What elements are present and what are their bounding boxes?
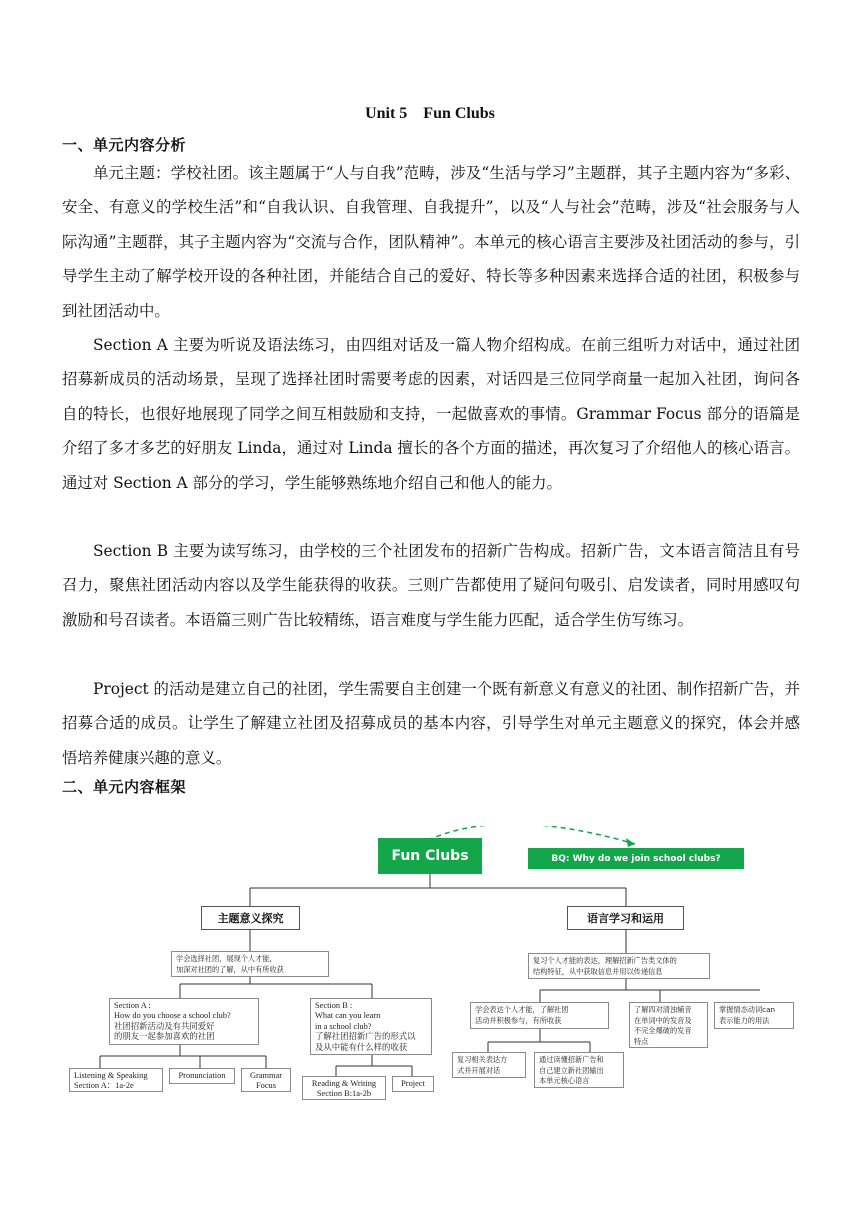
paragraph-section-b: Section B 主要为读写练习，由学校的三个社团发布的招新广告构成。招新广告，文本语言简洁且有号召力，聚焦社团活动内容以及学生能获得的收获。三则广告都使用了疑问句吸引、启发读者，同时用感叹句激励和号召读者。本语篇三则广告比较精练，语言难度与学生能力匹配，适合学生仿写练习。 [62, 542, 800, 629]
page-title: Unit 5 Fun Clubs [365, 105, 495, 122]
dialogue-review-box: 复习相关表达方 式并开展对话 [452, 1052, 526, 1078]
paragraph-section-a: Section A 主要为听说及语法练习，由四组对话及一篇人物介绍构成。在前三组听力对话中，通过社团招募新成员的活动场景，呈现了选择社团时需要考虑的因素，对话四是三位同学商量一起加入社团，询问各自的特长，也很好地展现了同学之间互相鼓励和支持，一起做喜欢的事情。Grammar Focus 部分的语篇是介绍了多才多艺的好朋友 Linda，通过对 Linda 擅长的各个方面的描述，再次复习了介绍他人的核心语言。通过对 Section A 部分的学习，学生能够熟练地介绍自己和他人的能力。 [62, 336, 800, 492]
can-usage-box: 掌握情态动词can 表示能力的用法 [714, 1002, 794, 1029]
reading-writing-box: Reading & Writing Section B:1a-2b [302, 1076, 386, 1100]
talent-expression-box: 学会表达个人才能，了解社团 活动并积极参与，有所收获 [470, 1002, 609, 1029]
grammar-focus-box: Grammar Focus [241, 1068, 291, 1092]
unit-framework-diagram [60, 826, 776, 1106]
core-language-output-box: 通过读懂招新广告和 自己建立新社团输出 本单元核心语言 [534, 1052, 624, 1088]
consonants-box: 了解四对清浊辅音 在单词中的发音及 不完全爆破的发音 特点 [629, 1002, 708, 1048]
paragraph-project: Project 的活动是建立自己的社团，学生需要自主创建一个既有新意义有意义的社团、制作招新广告，并招募合适的成员。让学生了解建立社团及招募成员的基本内容，引导学生对单元主题意义的探究，体会并感悟培养健康兴趣的意义。 [62, 680, 800, 767]
main-topic-box: Fun Clubs [378, 838, 482, 874]
project-box: Project [392, 1076, 434, 1092]
section-b-box: Section B : What can you learn in a school club? 了解社团招新广告的形式以 及从中能有什么样的收获 [310, 998, 432, 1055]
big-question-box: BQ: Why do we join school clubs? [528, 848, 744, 869]
section-heading-framework: 二、单元内容框架 [62, 778, 187, 796]
theme-language-box: 语言学习和运用 [567, 906, 684, 930]
left-goal-box: 学会选择社团，展现个人才能， 加深对社团的了解，从中有所收获 [171, 951, 329, 977]
theme-meaning-box: 主题意义探究 [201, 906, 300, 930]
arrow-head-icon [626, 838, 635, 847]
section-a-box: Section A : How do you choose a school club? 社团招新活动及有共同爱好 的朋友一起参加喜欢的社团 [109, 998, 259, 1045]
paragraph-unit-theme: 单元主题：学校社团。该主题属于“人与自我”范畴，涉及“生活与学习”主题群，其子主题内容为“多彩、安全、有意义的学校生活”和“自我认识、自我管理、自我提升”，以及“人与社会”范畴，涉及“社会服务与人际沟通”主题群，其子主题内容为“交流与合作，团队精神”。本单元的核心语言主要涉及社团活动的参与，引导学生主动了解学校开设的各种社团，并能结合自己的爱好、特长等多种因素来选择合适的社团，积极参与到社团活动中。 [62, 164, 800, 320]
right-goal-box: 复习个人才能的表达，理解招新广告类文体的 结构特征，从中获取信息并用以传递信息 [528, 953, 710, 979]
section-heading-analysis: 一、单元内容分析 [62, 136, 187, 154]
pronunciation-box: Pronunciation [169, 1068, 235, 1084]
listening-speaking-box: Listening & Speaking Section A：1a-2e [69, 1068, 163, 1092]
